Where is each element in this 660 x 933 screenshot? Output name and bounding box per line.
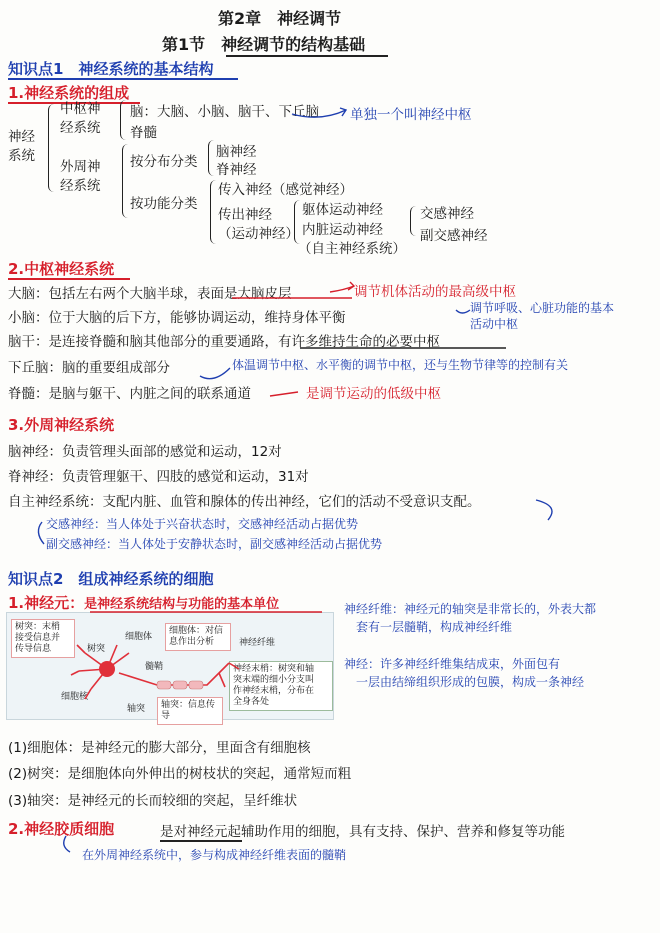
ns-root: 神经 系统 <box>8 129 35 164</box>
ans-row: 自主神经系统：支配内脏、血管和腺体的传出神经，它们的活动不受意识支配。 <box>8 494 481 510</box>
hypothalamus-arrow <box>200 368 230 379</box>
kp2-label: 知识点2 组成神经系统的细胞 <box>8 570 214 588</box>
brainstem-row <box>8 330 440 350</box>
hypothalamus-row-text: 脑的重要组成部分 <box>62 360 170 376</box>
spinalcord-row <box>8 382 251 402</box>
cranial-item: 脑神经 <box>216 144 257 160</box>
kp2-neuron-heading <box>8 592 279 613</box>
soma-point: (1)细胞体：是神经元的膨大部分，里面含有细胞核 <box>8 740 311 756</box>
brain-item: 脑：大脑、小脑、脑干、下丘脑 <box>130 104 319 120</box>
spinalcord-row-note: 是调节运动的低级中枢 <box>306 386 441 402</box>
glia-underline <box>160 840 242 842</box>
fiber-label: 神经纤维 <box>239 638 276 648</box>
hypothalamus-row-note: 体温调节中枢、水平衡的调节中枢，还与生物节律等的控制有关 <box>232 358 569 372</box>
somatic-motor: 躯体运动神经 <box>302 202 383 218</box>
brain-row-note: 调节机体活动的最高级中枢 <box>354 284 516 300</box>
axon-box: 轴突：信息传导 <box>157 697 223 725</box>
cell-body-shape <box>99 661 115 677</box>
sym-row: 交感神经：当人体处于兴奋状态时，交感神经活动占据优势 <box>46 517 359 531</box>
pns-heading: 3.外周神经系统 <box>8 416 115 434</box>
brainstem-row-text: 是连接脊髓和脑其他部分的重要通路，有许多维持生命的必要中枢 <box>48 334 440 350</box>
kp1-label: 知识点1 神经系统的基本结构 <box>8 60 214 78</box>
glia-text: 是对神经元起辅助作用的细胞，具有支持、保护、营养和修复等功能 <box>160 824 565 840</box>
neuron-heading-num: 1.神经元： <box>8 594 85 612</box>
glia-note: 在外周神经系统中，参与构成神经纤维表面的髓鞘 <box>82 848 347 862</box>
section-underline <box>226 55 388 57</box>
cerebellum-row <box>8 306 346 326</box>
fiber-definition: 神经纤维：神经元的轴突是非常长的，外表大都 套有一层髓鞘，构成神经纤维 <box>344 602 597 634</box>
spinalcord-row-label: 脊髓： <box>8 386 49 402</box>
section-title: 第1节 神经调节的结构基础 <box>162 35 366 54</box>
visceral-motor: 内脏运动神经 <box>302 222 383 238</box>
cns-note: 单独一个叫神经中枢 <box>350 107 472 123</box>
kp1-heading: 1.神经系统的组成 <box>8 84 130 102</box>
cerebellum-arrow <box>456 310 470 313</box>
axon-point: (3)轴突：是神经元的长而较细的突起，呈纤维状 <box>8 793 298 809</box>
neuron-drawing <box>7 613 333 719</box>
pns-label: 外周神 经系统 <box>60 159 101 194</box>
hypothalamus-row <box>8 356 170 376</box>
spinal-nerve-item: 脊神经 <box>216 162 257 178</box>
spinalcord-row-text: 是脑与躯干、内脏之间的联系通道 <box>48 386 251 402</box>
cns-heading-underline <box>8 278 130 280</box>
para-item: 副交感神经 <box>420 228 488 244</box>
cns-label: 中枢神 经系统 <box>60 101 101 136</box>
sym-bracket <box>38 522 44 544</box>
neuron-heading-text: 是神经系统结构与功能的基本单位 <box>84 597 280 612</box>
ans-brace <box>410 206 417 236</box>
spinal-nerve-row: 脊神经：负责管理躯干、四肢的感觉和运动，31对 <box>8 469 309 485</box>
root-brace <box>48 104 55 192</box>
soma-box: 细胞体：对信 息作出分析 <box>165 623 231 651</box>
brain-row <box>8 282 292 302</box>
cerebellum-row-note: 调节呼吸、心脏功能的基本 活动中枢 <box>470 301 615 331</box>
spinal-item: 脊髓 <box>130 125 157 141</box>
func-brace <box>210 180 217 244</box>
cranial-row: 脑神经：负责管理头面部的感觉和运动，12对 <box>8 444 282 460</box>
hypothalamus-row-label: 下丘脑： <box>8 360 62 376</box>
nerve-definition: 神经：许多神经纤维集结成束，外面包有 一层由结缔组织形成的包膜，构成一条神经 <box>344 657 585 689</box>
nucleus-label: 细胞核 <box>61 692 89 702</box>
neuron-diagram <box>6 612 334 720</box>
efferent-item: 传出神经 （运动神经） <box>218 207 299 242</box>
brain-row-text: 包括左右两个大脑半球，表面是大脑皮层 <box>48 286 292 302</box>
cerebellum-row-label: 小脑： <box>8 310 49 326</box>
pns-brace <box>122 144 129 218</box>
kp1-underline <box>8 78 238 80</box>
chapter-title: 第2章 神经调节 <box>218 9 342 28</box>
axon-label: 轴突 <box>127 704 146 714</box>
by-func: 按功能分类 <box>130 196 198 212</box>
myelin-label: 髓鞘 <box>145 662 164 672</box>
ans-label: （自主神经系统） <box>298 241 406 257</box>
cerebellum-row-text: 位于大脑的后下方，能够协调运动，维持身体平衡 <box>48 310 346 326</box>
cns-brace <box>120 100 127 140</box>
cns-heading: 2.中枢神经系统 <box>8 260 115 278</box>
terminal-box: 神经末梢：树突和轴 突末端的细小分支叫 作神经末梢，分布在 全身各处 <box>229 661 333 711</box>
dendrite-label: 树突 <box>87 644 106 654</box>
dendrite-box: 树突：末梢 接受信息并 传导信息 <box>11 619 75 658</box>
afferent-item: 传入神经（感觉神经） <box>218 182 353 198</box>
brain-row-label: 大脑： <box>8 286 49 302</box>
spinal-note-arrow <box>270 392 298 396</box>
by-origin: 按分布分类 <box>130 154 198 170</box>
dendrite-point: (2)树突：是细胞体向外伸出的树枝状的突起，通常短而粗 <box>8 766 352 782</box>
origin-brace <box>208 140 215 176</box>
para-row: 副交感神经：当人体处于安静状态时，副交感神经活动占据优势 <box>46 537 383 551</box>
ans-arrow <box>536 500 552 520</box>
sym-item: 交感神经 <box>420 206 474 222</box>
cell-body-label: 细胞体 <box>125 632 153 642</box>
brainstem-row-label: 脑干： <box>8 334 49 350</box>
glia-heading: 2.神经胶质细胞 <box>8 820 115 838</box>
cortex-arrow <box>330 286 354 292</box>
